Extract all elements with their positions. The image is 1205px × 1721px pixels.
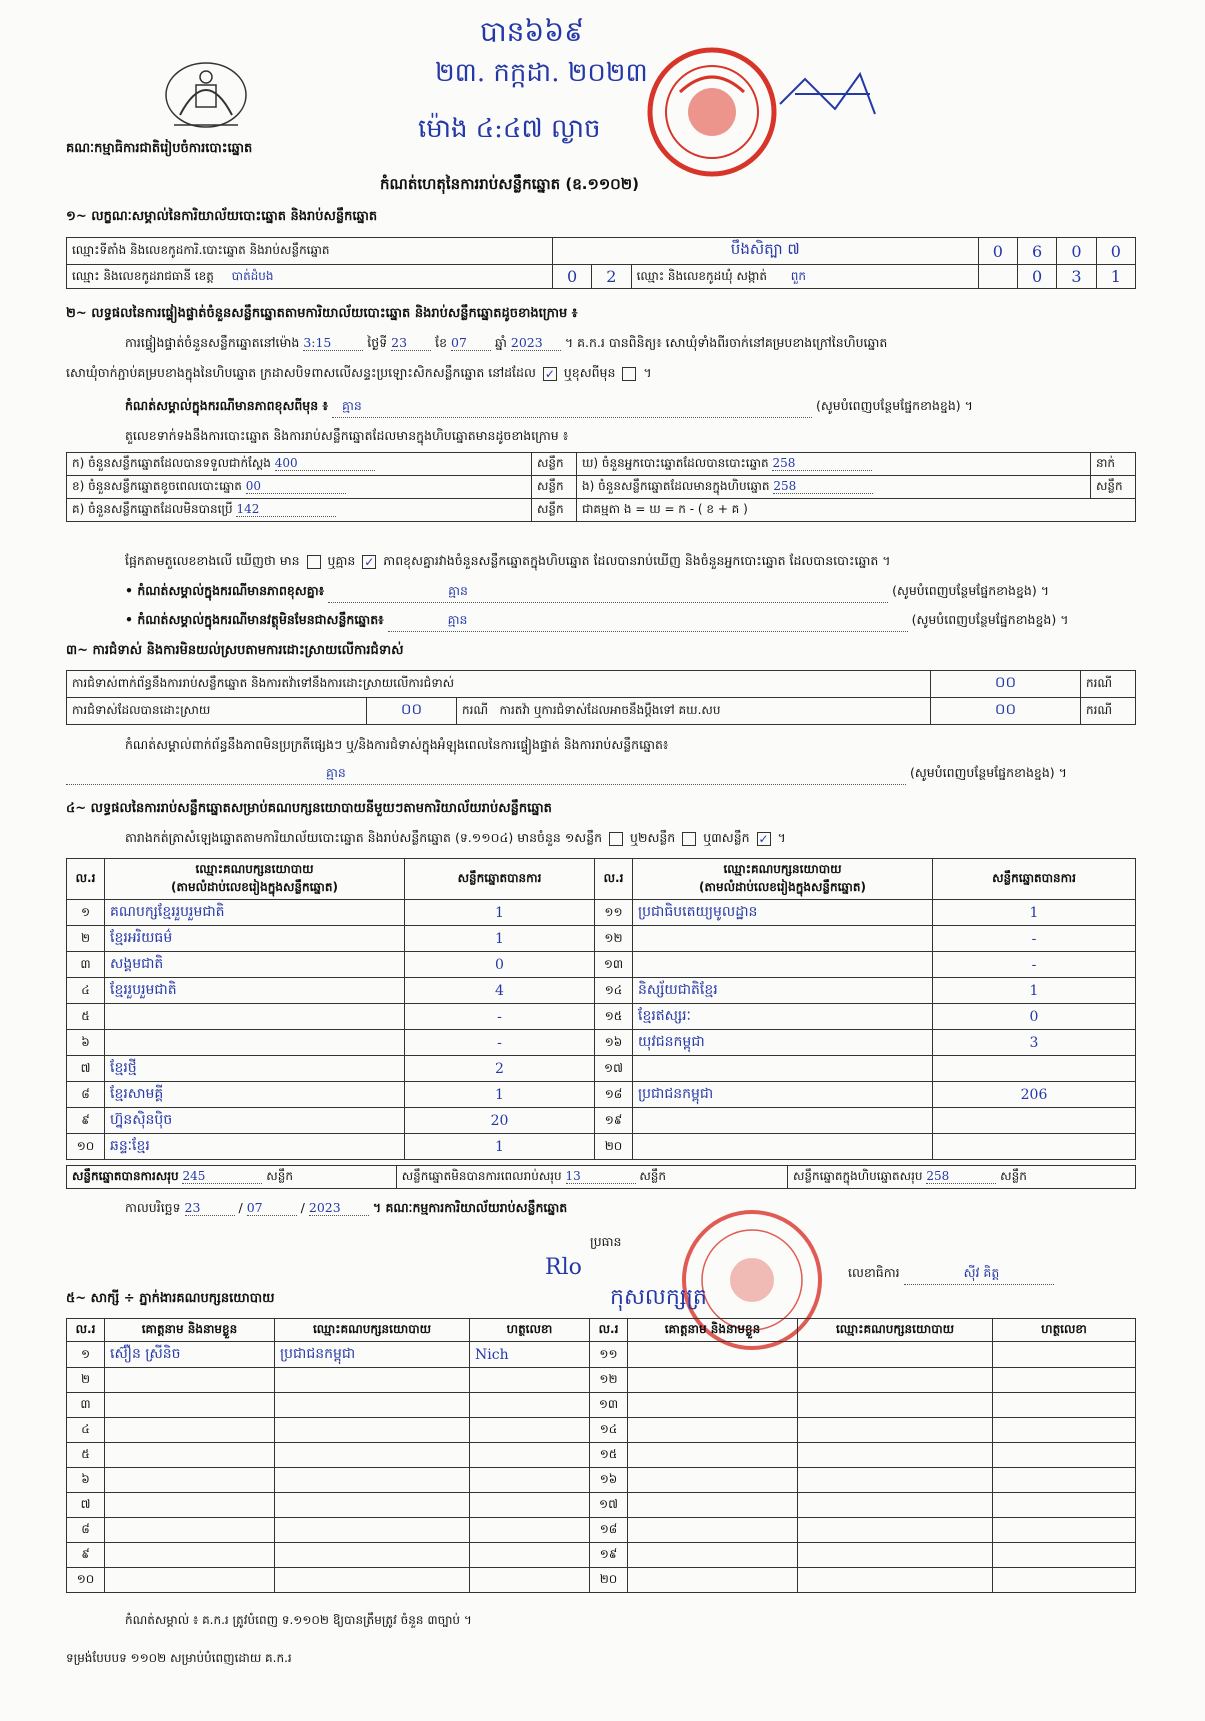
section3-heading: ៣~ ការជំទាស់ និងការមិនយល់ស្របតាមការដោះស្រាយលើការជំទាស់ <box>66 643 404 658</box>
date-year: 2023 <box>309 1200 369 1216</box>
witness-no: ១៧ <box>590 1493 628 1518</box>
table-row <box>67 1493 1136 1518</box>
result-no: ៦ <box>67 1030 105 1056</box>
result-votes <box>933 1056 1136 1082</box>
result-votes: 1 <box>405 1134 595 1160</box>
document-title: កំណត់ហេតុនៃការរាប់សន្លឹកឆ្នោត (ឧ.១១០២) <box>380 175 640 193</box>
province-label: ឈ្មោះ និងលេខកូដរាជធានី ខេត្ត បាត់ដំបង <box>67 265 553 289</box>
count-g: គ) ចំនួនសន្លឹកឆ្នោតដែលមិនបានប្រើ 142 <box>67 499 532 522</box>
result-party <box>105 1030 405 1056</box>
witness-signature <box>993 1342 1136 1368</box>
province-code-digit: 0 <box>552 265 591 289</box>
same-checkbox[interactable]: ✓ <box>544 366 555 381</box>
table-row <box>67 1108 1136 1134</box>
section1-table <box>66 237 1136 289</box>
result-votes: 206 <box>933 1082 1136 1108</box>
result-party: ឆន្ទៈខ្មែរ <box>105 1134 405 1160</box>
result-no: ៣ <box>67 952 105 978</box>
witness-signature <box>993 1368 1136 1393</box>
witness-party <box>798 1342 993 1368</box>
result-no: ៧ <box>67 1056 105 1082</box>
total-invalid: សន្លឹកឆ្នោតមិនបានការពេលរាប់សរុប 13 សន្លឹក <box>396 1166 787 1189</box>
result-votes: - <box>405 1004 595 1030</box>
witness-party <box>798 1518 993 1543</box>
count-kh: ខ) ចំនួនសន្លឹកឆ្នោតខូចពេលបោះឆ្នោត 00 <box>67 476 532 499</box>
witness-no: ៣ <box>67 1393 105 1418</box>
count-ng: ង) ចំនួនសន្លឹកឆ្នោតដែលមានក្នុងហិបឆ្នោត 258 <box>577 476 1091 499</box>
three-sheets-checkbox[interactable]: ✓ <box>758 831 769 846</box>
witness-signature <box>470 1568 590 1593</box>
witness-party <box>798 1568 993 1593</box>
witness-signature <box>993 1493 1136 1518</box>
table-row <box>67 1082 1136 1108</box>
witness-no: ១២ <box>590 1368 628 1393</box>
result-votes: 1 <box>405 926 595 952</box>
result-no: ១៨ <box>595 1082 633 1108</box>
witness-name <box>628 1518 798 1543</box>
witness-party: ប្រជាជនកម្ពុជា <box>275 1342 470 1368</box>
section3-note-label: កំណត់សម្គាល់ពាក់ព័ន្ធនឹងភាពមិនប្រក្រតីផ្សេងៗ ឬ/និងការជំទាស់ក្នុងអំឡុងពេលនៃការផ្ទៀងផ្ទាត់ និងការរាប់សន្លឹកឆ្នោត៖ <box>125 737 669 752</box>
date-month: 07 <box>247 1200 297 1216</box>
note-diff-line: • កំណត់សម្គាល់ក្នុងករណីមានភាពខុសគ្នា៖ គ្មាន (សូមបំពេញបន្ថែមផ្នែកខាងខ្នង) ។ <box>125 583 1135 603</box>
witness-no: ២ <box>67 1368 105 1393</box>
station-code-digit: 0 <box>1057 238 1096 265</box>
result-no: ៨ <box>67 1082 105 1108</box>
secretary-name: ស៊ីវ គិត្ត <box>904 1265 1054 1285</box>
result-party: គណបក្សខ្មែររួបរួមជាតិ <box>105 900 405 926</box>
count-gh: ឃ) ចំនួនអ្នកបោះឆ្នោតដែលបានបោះឆ្នោត 258 <box>577 453 1091 476</box>
table-row <box>67 1518 1136 1543</box>
result-party: និស្ស័យជាតិខ្មែរ <box>633 978 933 1004</box>
witness-signature <box>470 1443 590 1468</box>
witness-party <box>275 1393 470 1418</box>
commune-label: ឈ្មោះ និងលេខកូដឃុំ សង្កាត់ ពួក <box>631 265 978 289</box>
two-sheets-checkbox[interactable] <box>682 832 696 846</box>
verify-day: 23 <box>391 335 431 351</box>
result-no: ២ <box>67 926 105 952</box>
appeal-label: ករណី ការតវ៉ា ឬការជំទាស់ដែលអាចនឹងប្តឹងទៅ គឃ.សប <box>457 698 931 725</box>
witness-signature <box>470 1468 590 1493</box>
witness-no: ១៩ <box>590 1543 628 1568</box>
result-votes <box>933 1108 1136 1134</box>
witness-no: ២០ <box>590 1568 628 1593</box>
witness-signature: Nich <box>470 1342 590 1368</box>
counts-table: ក) ចំនួនសន្លឹកឆ្នោតដែលបានទទួលជាក់ស្តែង 400 សន្លឹក ឃ) ចំនួនអ្នកបោះឆ្នោតដែលបានបោះឆ្នោត 258 នាក់ ខ) ចំនួនសន្លឹកឆ្នោតខូចពេលបោះឆ្នោត 00 សន្លឹក ង) ចំនួនសន្លឹកឆ្នោតដែលមានក្នុងហិបឆ្នោត 258 សន្លឹក គ) ចំនួនសន្លឹកឆ្នោតដែលមិនបានប្រើ 142 សន្លឹក ជាគម្មតា ង = ឃ = ក - ( ខ + គ ) <box>66 452 1136 522</box>
count-gh-value: 258 <box>772 456 872 471</box>
total-box: សន្លឹកឆ្នោតក្នុងហិបឆ្នោតសរុប 258 សន្លឹក <box>788 1166 1136 1189</box>
result-votes: 0 <box>933 1004 1136 1030</box>
witness-signature <box>993 1543 1136 1568</box>
result-party: ខ្មែររួបរួមជាតិ <box>105 978 405 1004</box>
result-party: ប្រជាធិបតេយ្យមូលដ្ឋាន <box>633 900 933 926</box>
witness-name <box>105 1468 275 1493</box>
station-code-digit: 6 <box>1017 238 1056 265</box>
witness-party <box>798 1393 993 1418</box>
count-kh-value: 00 <box>246 479 346 494</box>
secretary-line: លេខាធិការ ស៊ីវ គិត្ត <box>848 1265 1054 1285</box>
footnote: កំណត់សម្គាល់ ៖ គ.ក.រ ត្រូវបំពេញ ទ.១១០២ ឱ្យបានត្រឹមត្រូវ ចំនួន ៣ច្បាប់ ។ <box>125 1613 472 1627</box>
counts-intro: តួលេខទាក់ទងនឹងការបោះឆ្នោត និងការរាប់សន្លឹកឆ្នោតដែលមានក្នុងហិបឆ្នោតមានដូចខាងក្រោម ៖ <box>125 428 569 443</box>
witness-signature <box>470 1493 590 1518</box>
result-party: ខ្មែរថ្មី <box>105 1056 405 1082</box>
result-party <box>633 952 933 978</box>
result-votes: 1 <box>933 900 1136 926</box>
witness-table: ល.រ គោត្តនាម និងនាមខ្លួន ឈ្មោះគណបក្សនយោបាយ ហត្ថលេខា ល.រ គោត្តនាម និងនាមខ្លួន ឈ្មោះគណបក្សនយោបាយ ហត្ថលេខា ១ ស៊ឿន ស្រីនិច ប្រជាជនកម្ពុជា Nich ១១ ២ ១២ ៣ ១៣ ៤ ១៤ ៥ ១៥ ៦ ១៦ ៧ ១៧ ៨ ១៨ ៩ ១៩ ១០ ២០ <box>66 1318 1136 1593</box>
witness-no: ១០ <box>67 1568 105 1593</box>
result-no: ១៥ <box>595 1004 633 1030</box>
official-stamp-icon <box>640 42 795 182</box>
witness-name <box>105 1518 275 1543</box>
signature-mark-icon <box>775 64 885 124</box>
witness-name <box>628 1568 798 1593</box>
witness-name: ស៊ឿន ស្រីនិច <box>105 1342 275 1368</box>
witness-name <box>628 1443 798 1468</box>
table-row <box>67 1443 1136 1468</box>
count-k: ក) ចំនួនសន្លឹកឆ្នោតដែលបានទទួលជាក់ស្តែង 400 <box>67 453 532 476</box>
witness-name <box>105 1368 275 1393</box>
witness-name <box>628 1342 798 1368</box>
witness-signature <box>470 1518 590 1543</box>
commune-code-digit: 0 <box>1017 265 1056 289</box>
result-no: ១៤ <box>595 978 633 1004</box>
witness-party <box>275 1568 470 1593</box>
table-row <box>67 1543 1136 1568</box>
witness-party <box>275 1418 470 1443</box>
result-votes <box>933 1134 1136 1160</box>
commune-code-digit: 3 <box>1057 265 1096 289</box>
note-object-value: គ្មាន <box>388 612 908 632</box>
witness-no: ១៦ <box>590 1468 628 1493</box>
witness-party <box>798 1418 993 1443</box>
table-row <box>67 1134 1136 1160</box>
witness-no: ៧ <box>67 1493 105 1518</box>
result-votes: - <box>405 1030 595 1056</box>
one-sheet-checkbox[interactable] <box>609 832 623 846</box>
witness-signature <box>993 1518 1136 1543</box>
section4-intro: តារាងកត់ត្រាសំឡេងឆ្នោតតាមការិយាល័យបោះឆ្នោត និងរាប់សន្លឹកឆ្នោត (ទ.១១០៤) មានចំនួន ១សន្លឹក ឬ២សន្លឹក ឬ៣សន្លឹក ✓ ។ <box>125 830 786 846</box>
total-box-value: 258 <box>926 1169 996 1184</box>
witness-signature <box>993 1393 1136 1418</box>
table-row <box>67 1004 1136 1030</box>
witness-signature <box>470 1418 590 1443</box>
witness-name <box>628 1493 798 1518</box>
station-code-digit: 0 <box>978 238 1017 265</box>
result-votes: - <box>933 952 1136 978</box>
result-party <box>633 1056 933 1082</box>
result-party <box>633 1134 933 1160</box>
result-party <box>633 926 933 952</box>
organization-name: គណៈកម្មាធិការជាតិរៀបចំការបោះឆ្នោត <box>66 141 253 156</box>
witness-party <box>275 1368 470 1393</box>
commune-code-digit: 1 <box>1096 265 1135 289</box>
total-valid: សន្លឹកឆ្នោតបានការសរុប 245 សន្លឹក <box>67 1166 397 1189</box>
witness-name <box>105 1418 275 1443</box>
result-no: ៤ <box>67 978 105 1004</box>
verify-year: 2023 <box>511 335 561 351</box>
witness-party <box>275 1543 470 1568</box>
witness-no: ១៥ <box>590 1443 628 1468</box>
nec-emblem-icon <box>160 55 252 135</box>
result-votes: 0 <box>405 952 595 978</box>
witness-party <box>275 1443 470 1468</box>
result-party: យុវជនកម្ពុជា <box>633 1030 933 1056</box>
count-formula: ជាគម្មតា ង = ឃ = ក - ( ខ + គ ) <box>577 499 1136 522</box>
witness-name <box>105 1543 275 1568</box>
section5-heading: ៥~ សាក្សី ÷ ភ្នាក់ងារគណបក្សនយោបាយ <box>66 1291 275 1306</box>
result-party <box>633 1108 933 1134</box>
result-party: ប្រជាជនកម្ពុជា <box>633 1082 933 1108</box>
result-no: ១០ <box>67 1134 105 1160</box>
handwritten-receipt-number: បាន៦៦៩ <box>480 15 584 48</box>
witness-no: ៩ <box>67 1543 105 1568</box>
president-signature: Rlo <box>545 1255 582 1280</box>
witness-party <box>798 1443 993 1468</box>
result-no: ១៩ <box>595 1108 633 1134</box>
station-code-digit: 0 <box>1096 238 1135 265</box>
section3-table: ការជំទាស់ពាក់ព័ន្ធនឹងការរាប់សន្លឹកឆ្នោត និងការតវ៉ាទៅនឹងការដោះស្រាយលើការជំទាស់ ០០ ករណី ការជំទាស់ដែលបានដោះស្រាយ ០០ ករណី ការតវ៉ា ឬការជំទាស់ដែលអាចនឹងប្តឹងទៅ គឃ.សប ០០ ករណី <box>66 670 1136 725</box>
table-row <box>67 926 1136 952</box>
witness-signature <box>993 1568 1136 1593</box>
result-votes: 1 <box>933 978 1136 1004</box>
verify-line-2: សោឃុំចាក់ភ្ជាប់គម្របខាងក្នុងនៃហិបឆ្នោត ក្រដាសបិទពាសលើសន្ទះប្រឡោះសិកសន្លឹកឆ្នោត នៅដដែល ✓ ឬខុសពីមុន ។ <box>66 365 652 381</box>
result-no: ៥ <box>67 1004 105 1030</box>
table-row <box>67 1342 1136 1368</box>
appeal-value: ០០ <box>931 698 1081 725</box>
witness-signature <box>993 1418 1136 1443</box>
note-diff-value: គ្មាន <box>328 583 888 603</box>
total-invalid-value: 13 <box>566 1169 636 1184</box>
witness-name <box>105 1443 275 1468</box>
station-value: បឹងសិត្បា ៧ <box>552 238 978 265</box>
table-row <box>67 1418 1136 1443</box>
result-no: ១២ <box>595 926 633 952</box>
witness-signature <box>470 1368 590 1393</box>
witness-signature <box>993 1443 1136 1468</box>
date-day: 23 <box>185 1200 235 1216</box>
result-party: សង្គមជាតិ <box>105 952 405 978</box>
result-no: ២០ <box>595 1134 633 1160</box>
no-difference-checkbox[interactable]: ✓ <box>364 554 375 569</box>
result-votes: - <box>933 926 1136 952</box>
table-row <box>67 900 1136 926</box>
resolved-label: ការជំទាស់ដែលបានដោះស្រាយ <box>67 698 367 725</box>
witness-no: ៦ <box>67 1468 105 1493</box>
total-valid-value: 245 <box>182 1169 262 1184</box>
result-no: ១៦ <box>595 1030 633 1056</box>
result-no: ៩ <box>67 1108 105 1134</box>
witness-party <box>798 1543 993 1568</box>
section1-heading: ១~ លក្ខណៈសម្គាល់នៃការិយាល័យបោះឆ្នោត និងរាប់សន្លឹកឆ្នោត <box>66 209 378 224</box>
note-different-line: កំណត់សម្គាល់ក្នុងករណីមានភាពខុសពីមុន ៖ គ្មាន (សូមបំពេញបន្ថែមផ្នែកខាងខ្នង) ។ <box>125 398 1135 418</box>
result-votes: 1 <box>405 1082 595 1108</box>
result-votes: 20 <box>405 1108 595 1134</box>
results-totals <box>66 1165 1136 1189</box>
result-votes: 1 <box>405 900 595 926</box>
province-code-digit: 2 <box>592 265 631 289</box>
table-row <box>67 978 1136 1004</box>
result-votes: 3 <box>933 1030 1136 1056</box>
witness-name <box>628 1393 798 1418</box>
witness-signature <box>470 1543 590 1568</box>
resolved-value: ០០ <box>367 698 457 725</box>
witness-signature <box>993 1468 1136 1493</box>
province-value: បាត់ដំបង <box>231 268 274 283</box>
date-line: កាលបរិច្ឆេទ 23 / 07 / 2023 ។ គណៈកម្មការការិយាល័យរាប់សន្លឹកឆ្នោត <box>125 1200 568 1215</box>
table-row <box>67 1568 1136 1593</box>
commune-value: ពួក <box>790 268 807 283</box>
witness-party <box>275 1468 470 1493</box>
table-row <box>67 1468 1136 1493</box>
result-no: ១៧ <box>595 1056 633 1082</box>
table-row <box>67 952 1136 978</box>
witness-party <box>275 1493 470 1518</box>
witness-name <box>628 1368 798 1393</box>
verify-month: 07 <box>451 335 491 351</box>
station-label: ឈ្មោះទីតាំង និងលេខកូដការិ.បោះឆ្នោត និងរាប់សន្លឹកឆ្នោត <box>67 238 553 265</box>
count-ng-value: 258 <box>773 479 873 494</box>
compare-line: ផ្អែកតាមតួលេខខាងលើ ឃើញថា មាន ឬគ្មាន ✓ ភាពខុសគ្នារវាងចំនួនសន្លឹកឆ្នោតក្នុងហិបឆ្នោត ដែលបានរាប់ឃើញ និងចំនួនអ្នកបោះឆ្នោត ដែលបានបោះឆ្នោត ។ <box>125 553 891 569</box>
witness-name <box>628 1468 798 1493</box>
section4-heading: ៤~ លទ្ធផលនៃការរាប់សន្លឹកឆ្នោតសម្រាប់គណបក្សនយោបាយនីមួយៗតាមការិយាល័យរាប់សន្លឹកឆ្នោត <box>66 801 552 816</box>
table-row <box>67 1030 1136 1056</box>
section3-note-value: គ្មាន <box>66 765 906 785</box>
result-no: ១៣ <box>595 952 633 978</box>
objection-value: ០០ <box>931 671 1081 698</box>
note-different-value: គ្មាន <box>332 398 812 418</box>
witness-party <box>798 1368 993 1393</box>
result-no: ១១ <box>595 900 633 926</box>
table-row <box>67 1368 1136 1393</box>
witness-name <box>105 1393 275 1418</box>
witness-no: ១១ <box>590 1342 628 1368</box>
count-g-value: 142 <box>236 502 336 517</box>
handwritten-receipt-time: ម៉ោង ៤:៤៧ ល្ងាច <box>418 114 601 144</box>
witness-signature <box>470 1393 590 1418</box>
result-votes: 4 <box>405 978 595 1004</box>
witness-no: ១៣ <box>590 1393 628 1418</box>
section3-note-line: គ្មាន (សូមបំពេញបន្ថែមផ្នែកខាងខ្នង) ។ <box>66 765 1136 785</box>
count-k-value: 400 <box>275 456 375 471</box>
note-object-line: • កំណត់សម្គាល់ក្នុងករណីមានវត្ថុមិនមែនជាសន្លឹកឆ្នោត៖ គ្មាន (សូមបំពេញបន្ថែមផ្នែកខាងខ្នង) ។ <box>125 612 1135 632</box>
result-party: ហ្វ៊ុនស៊ិនប៉ិច <box>105 1108 405 1134</box>
table-row <box>67 1393 1136 1418</box>
witness-name <box>628 1543 798 1568</box>
witness-no: ១ <box>67 1342 105 1368</box>
result-party: ខ្មែរសាមគ្គី <box>105 1082 405 1108</box>
verify-time: 3:15 <box>303 335 363 351</box>
result-party <box>105 1004 405 1030</box>
different-checkbox[interactable] <box>622 367 636 381</box>
witness-party <box>798 1493 993 1518</box>
has-difference-checkbox[interactable] <box>307 555 321 569</box>
witness-no: ១៤ <box>590 1418 628 1443</box>
section2-heading: ២~ លទ្ធផលនៃការផ្ទៀងផ្ទាត់ចំនួនសន្លឹកឆ្នោតតាមការិយាល័យបោះឆ្នោត និងរាប់សន្លឹកឆ្នោតដូចខាងក្រោម ៖ <box>66 306 578 321</box>
objection-label: ការជំទាស់ពាក់ព័ន្ធនឹងការរាប់សន្លឹកឆ្នោត និងការតវ៉ាទៅនឹងការដោះស្រាយលើការជំទាស់ <box>67 671 931 698</box>
witness-party <box>275 1518 470 1543</box>
witness-no: ១៨ <box>590 1518 628 1543</box>
witness-party <box>798 1468 993 1493</box>
form-footer: ទម្រង់បែបបទ ១១០២ សម្រាប់បំពេញដោយ គ.ក.រ <box>66 1651 292 1665</box>
results-table: ល.រ ឈ្មោះគណបក្សនយោបាយ (តាមលំដាប់លេខរៀងក្នុងសន្លឹកឆ្នោត) សន្លឹកឆ្នោតបានការ ល.រ ឈ្មោះគណបក្សនយោបាយ (តាមលំដាប់លេខរៀងក្នុងសន្លឹកឆ្នោត) សន្លឹកឆ្នោតបានការ ១ គណបក្សខ្មែររួបរួមជាតិ 1 ១១ ប្រជាធិបតេយ្យមូលដ្ឋាន 1 ២ ខ្មែរអរិយធម៌ 1 ១២ - ៣ សង្គមជាតិ 0 ១៣ - ៤ ខ្មែររួបរួមជាតិ 4 ១៤ និស្ស័យជាតិខ្មែរ 1 ៥ - ១៥ ខ្មែរឥស្សរៈ 0 ៦ - ១៦ យុវជនកម្ពុជា 3 ៧ ខ្មែរថ្មី 2 ១៧ ៨ ខ្មែរសាមគ្គី 1 ១៨ ប្រជាជនកម្ពុជា 206 ៩ ហ្វ៊ុនស៊ិនប៉ិច 20 ១៩ ១០ ឆន្ទៈខ្មែរ 1 ២០ <box>66 858 1136 1160</box>
witness-no: ៤ <box>67 1418 105 1443</box>
table-row <box>67 1056 1136 1082</box>
handwritten-receipt-date: ២៣. កក្កដា. ២០២៣ <box>435 58 648 88</box>
result-votes: 2 <box>405 1056 595 1082</box>
result-no: ១ <box>67 900 105 926</box>
witness-no: ៨ <box>67 1518 105 1543</box>
result-party: ខ្មែរឥស្សរៈ <box>633 1004 933 1030</box>
president-label: ប្រធាន <box>590 1234 622 1249</box>
result-party: ខ្មែរអរិយធម៌ <box>105 926 405 952</box>
witness-name <box>105 1568 275 1593</box>
president-name: កុសលក្សត្រ <box>610 1285 707 1310</box>
verify-line-1: ការផ្ទៀងផ្ទាត់ចំនួនសន្លឹកឆ្នោតនៅម៉ោង 3:15 ថ្ងៃទី 23 ខែ 07 ឆ្នាំ 2023 ។ គ.ក.រ បានពិនិត្យ៖ សោឃុំទាំងពីរចាក់នៅគម្របខាងក្រៅនៃហិបឆ្នោត <box>125 335 888 350</box>
witness-name <box>105 1493 275 1518</box>
witness-name <box>628 1418 798 1443</box>
witness-no: ៥ <box>67 1443 105 1468</box>
